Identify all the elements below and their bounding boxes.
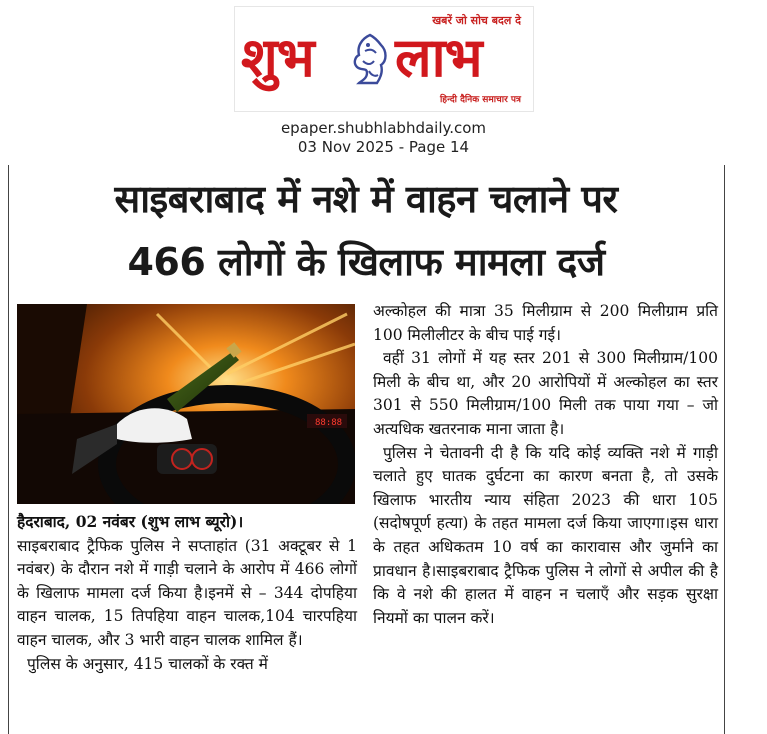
- svg-text:88:88: 88:88: [315, 418, 343, 428]
- newspaper-masthead: [234, 6, 534, 112]
- article-paragraph: [17, 510, 357, 535]
- article-column-right: [373, 300, 718, 630]
- article-dateline: हैदराबाद, 02 नवंबर (शुभ लाभ ब्यूरो)।: [17, 512, 244, 531]
- logo-text-labh: लाभ: [395, 25, 482, 89]
- article-border-right: [724, 165, 725, 734]
- ganesha-logo-icon: [347, 31, 393, 87]
- article-paragraph: वहीं 31 लोगों में यह स्तर 201 से 300 मिलीग्राम/100 मिली के बीच था, और 20 आरोपियों में अल्कोहल का स्तर 301 से 550 मिलीग्राम/100 मिली तक पाया गया – जो अत्यधिक खतरनाक माना जाता है।: [373, 349, 718, 438]
- headline-line-2: 466 लोगों के खिलाफ मामला दर्ज: [127, 240, 605, 284]
- epaper-url: epaper.shubhlabhdaily.com: [280, 119, 487, 137]
- article-column-left: [17, 510, 357, 676]
- article-border-left: [8, 165, 9, 734]
- drunk-driving-photo: [17, 304, 355, 504]
- masthead-subline: हिन्दी दैनिक समाचार पत्र: [439, 95, 521, 105]
- article-paragraph: अल्कोहल की मात्रा 35 मिलीग्राम से 200 मिलीग्राम प्रति 100 मिलीलीटर के बीच पाई गई।: [373, 302, 718, 344]
- logo-text-shubh: शुभ: [241, 25, 314, 89]
- article-paragraph: पुलिस के अनुसार, 415 चालकों के रक्त में: [27, 654, 268, 673]
- edition-date-page: 03 Nov 2025 - Page 14: [297, 138, 470, 156]
- masthead-tagline: खबरें जो सोच बदल दे: [432, 14, 521, 27]
- article-paragraph: पुलिस ने चेतावनी दी है कि यदि कोई व्यक्ति नशे में गाड़ी चलाते हुए घातक दुर्घटना का कारण बनता है, तो उसके खिलाफ भारतीय न्याय संहिता 2023 की धारा 105 (सदोषपूर्ण हत्या) के तहत मामला दर्ज किया जाएगा।इस धारा के तहत अधिकतम 10 वर्ष का कारावास और जुर्माने का प्रावधान है।साइबराबाद ट्रैफिक पुलिस ने लोगों से अपील की है कि वे नशे की हालत में वाहन न चलाएँ और सड़क सुरक्षा नियमों का पालन करें।: [373, 443, 718, 627]
- headline-line-1: साइबराबाद में नशे में वाहन चलाने पर: [114, 177, 618, 221]
- article-paragraph: साइबराबाद ट्रैफिक पुलिस ने सप्ताहांत (31 अक्टूबर से 1 नवंबर) के दौरान नशे में गाड़ी चलाने के आरोप में 466 लोगों के खिलाफ मामला दर्ज किया है।इनमें से – 344 दोपहिया वाहन चालक, 15 तिपहिया वाहन चालक,104 चारपहिया वाहन चालक, और 3 भारी वाहन चालक शामिल हैं।: [17, 536, 357, 649]
